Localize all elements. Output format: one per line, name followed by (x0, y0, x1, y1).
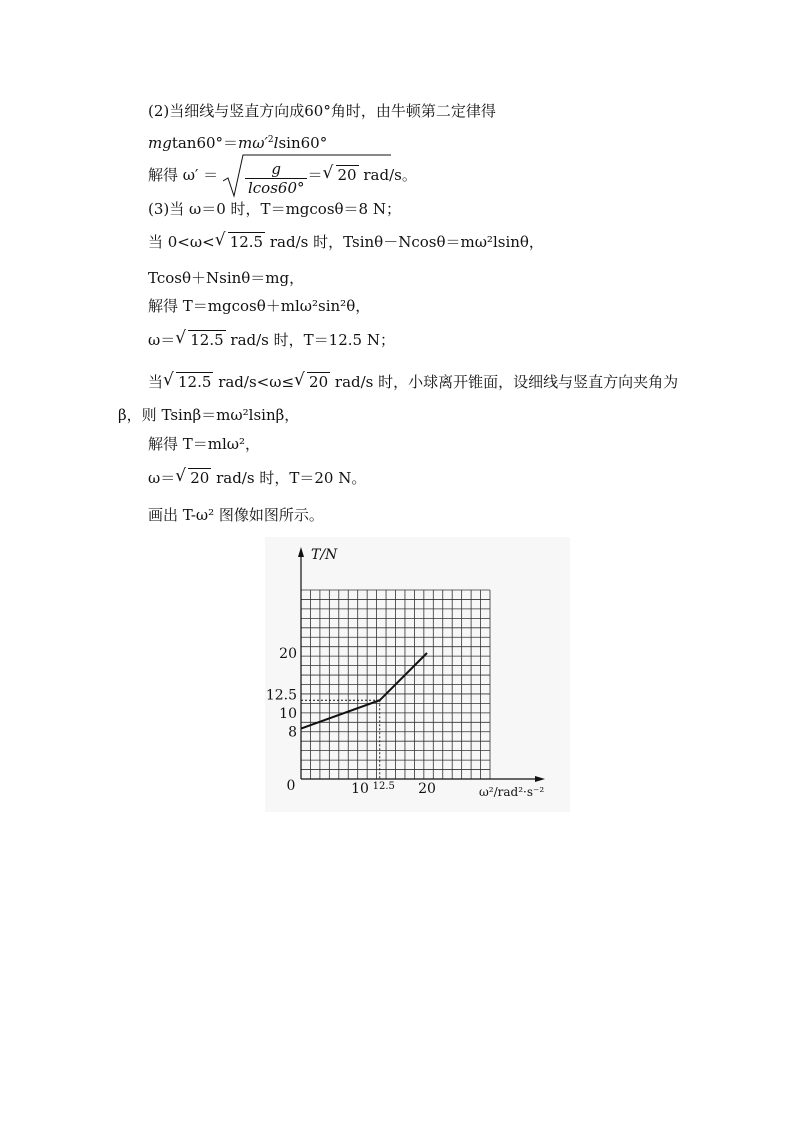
x-tick-label: 10 (351, 781, 369, 797)
line-4: (3)当 ω＝0 时，T＝mgcosθ＝8 N； (148, 200, 401, 218)
line-11: 解得 T＝mlω²， (148, 435, 261, 453)
big-radical (223, 153, 308, 199)
t-omega-chart (265, 537, 570, 812)
line-13: 画出 T-ω² 图像如图所示。 (148, 506, 324, 524)
chart-axes (298, 547, 545, 782)
line-7: 解得 T＝mgcosθ＋mlω²sin²θ， (148, 297, 371, 315)
y-tick-label: 8 (288, 724, 297, 741)
line-2: $mgtan60^\circ=m\omega'^2lsin60^\circ$ (148, 134, 328, 152)
x-axis-arrow (535, 776, 545, 782)
x-tick-label: 12.5 (372, 781, 395, 792)
line-3: 解得 ω′ ＝ $\frac{g}{lcos60^\circ}$ ＝ √ 20 rad/s。 (148, 152, 417, 202)
line-9: 当 √ 12.5 rad/s<ω≤ √ 20 rad/s 时，小球离开锥面，设细线与竖直方向夹角为 (148, 370, 679, 391)
line-6: Tcosθ＋Nsinθ＝mg， (148, 269, 305, 287)
x-tick-label: 0 (286, 778, 296, 794)
y-tick-label: 20 (279, 646, 297, 662)
line-12: ω＝ √ 20 rad/s 时，T＝20 N。 (148, 466, 367, 487)
y-tick-label: 12.5 (265, 687, 297, 704)
line-1: (2)当细线与竖直方向成60°角时，由牛顿第二定律得 (148, 102, 496, 120)
chart-guides (301, 700, 380, 779)
line-5: 当 0<ω< √ 12.5 rad/s 时，Tsinθ－Ncosθ＝mω²lsinθ， (148, 230, 544, 251)
line-10: β，则 Tsinβ＝mω²lsinβ， (118, 406, 300, 424)
x-tick-label: 20 (418, 781, 436, 797)
x-axis-label: ω²/rad²·s⁻² (479, 785, 545, 799)
y-axis-label: T/N (311, 547, 338, 563)
fraction: $\frac{g}{lcos60^\circ}$ (245, 160, 308, 197)
y-tick-label: 10 (279, 706, 297, 722)
y-axis-arrow (298, 547, 304, 557)
line-8: ω＝ √ 12.5 rad/s 时，T＝12.5 N； (148, 328, 395, 349)
